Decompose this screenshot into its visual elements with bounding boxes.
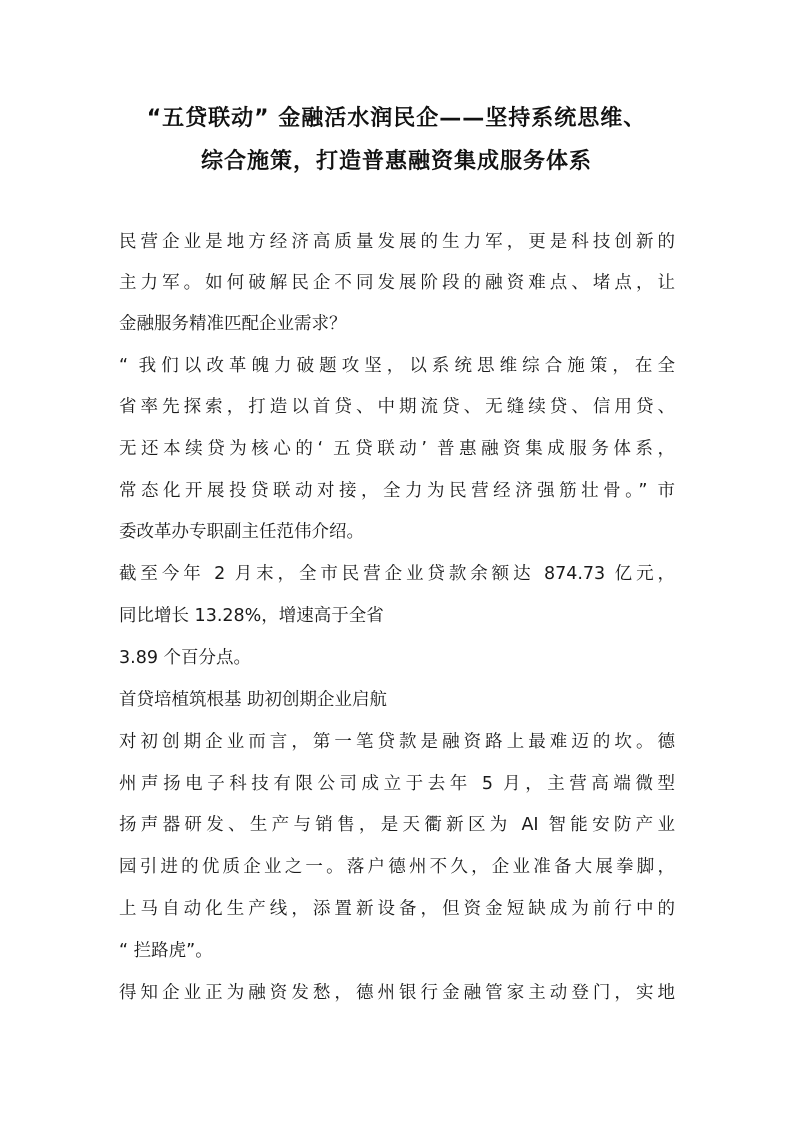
paragraph-line: “ 我们以改革魄力破题攻坚，以系统思维综合施策，在全 <box>119 356 675 376</box>
paragraph-line: 常态化开展投贷联动对接，全力为民营经济强筋壮骨。” 市 <box>119 481 675 501</box>
paragraph-line: 主力军。如何破解民企不同发展阶段的融资难点、堵点，让 <box>119 273 675 293</box>
paragraph-line: 截至今年 2 月末，全市民营企业贷款余额达 874.73 亿元， <box>119 564 675 584</box>
document-title-line-2: 综合施策，打造普惠融资集成服务体系 <box>200 149 592 174</box>
paragraph-line: 扬声器研发、生产与销售，是天衢新区为 AI 智能安防产业 <box>119 815 675 835</box>
paragraph-line: 上马自动化生产线，添置新设备，但资金短缺成为前行中的 <box>119 899 675 919</box>
paragraph-line: 州声扬电子科技有限公司成立于去年 5 月，主营高端微型 <box>119 774 675 794</box>
paragraph-line: 民营企业是地方经济高质量发展的生力军，更是科技创新的 <box>119 232 675 252</box>
paragraph-line: 金融服务精准匹配企业需求？ <box>119 314 347 334</box>
paragraph-line: 同比增长 13.28%，增速高于全省 <box>119 606 384 626</box>
paragraph-line: 得知企业正为融资发愁，德州银行金融管家主动登门，实地 <box>119 983 675 1003</box>
paragraph-line: 园引进的优质企业之一。落户德州不久，企业准备大展拳脚， <box>119 857 675 877</box>
paragraph-line: 委改革办专职副主任范伟介绍。 <box>119 522 364 542</box>
document-title-line-1: “五贷联动” 金融活水润民企——坚持系统思维、 <box>146 106 647 131</box>
paragraph-line: 对初创期企业而言，第一笔贷款是融资路上最难迈的坎。德 <box>119 732 675 752</box>
paragraph-line: 省率先探索，打造以首贷、中期流贷、无缝续贷、信用贷、 <box>119 397 675 417</box>
paragraph-line: “ 拦路虎”。 <box>119 941 213 961</box>
paragraph-line: 无还本续贷为核心的‘ 五贷联动’ 普惠融资集成服务体系， <box>119 439 675 459</box>
section-heading: 首贷培植筑根基 助初创期企业启航 <box>119 690 388 710</box>
paragraph-line: 3.89 个百分点。 <box>119 648 252 668</box>
